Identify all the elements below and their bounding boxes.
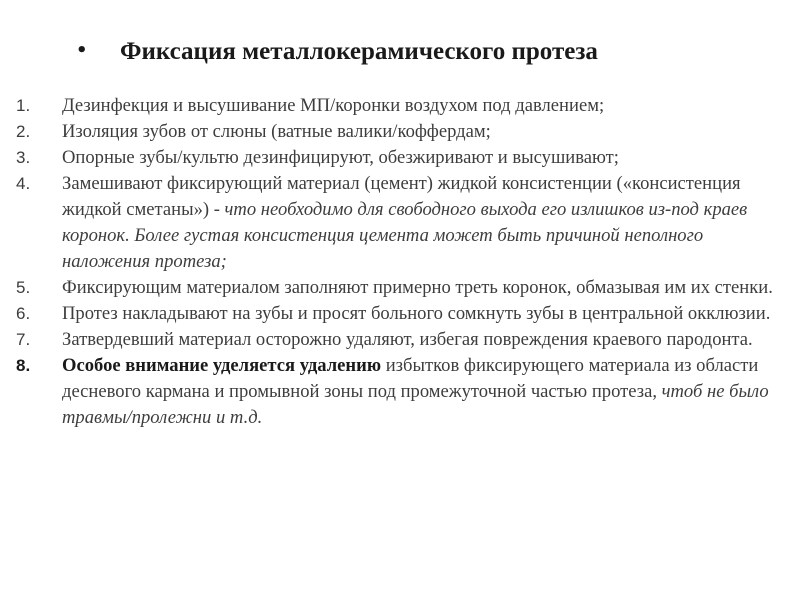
slide-title-row: [76, 38, 598, 66]
step-number: 2.: [16, 122, 31, 141]
step-text: избытков фиксирующего материала из области десневого кармана и промывной зоны под промежуточной частью протеза,: [62, 355, 759, 402]
step-number: 3.: [16, 148, 31, 167]
list-item: [16, 119, 791, 145]
step-number: 5.: [16, 278, 31, 297]
step-text: Протез накладывают на зубы и просят больного сомкнуть зубы в центральной окклюзии.: [62, 303, 771, 324]
step-text: Опорные зубы/культю дезинфицируют, обезжиривают и высушивают;: [62, 147, 619, 168]
step-number: 1.: [16, 96, 31, 115]
list-item: [16, 171, 791, 275]
slide-title: Фиксация металлокерамического протеза: [120, 38, 598, 65]
list-item: [16, 301, 791, 327]
title-bullet: •: [76, 40, 88, 61]
list-item: [16, 275, 791, 301]
step-bold-lead: Особое внимание уделяется удалению: [62, 355, 382, 376]
step-text: Затвердевший материал осторожно удаляют, избегая повреждения краевого пародонта.: [62, 329, 753, 350]
list-item: [16, 145, 791, 171]
step-text: Дезинфекция и высушивание МП/коронки воздухом под давлением;: [62, 95, 605, 116]
step-number: 7.: [16, 330, 31, 349]
step-italic-note: чтоб не было травмы/пролежни и т.д.: [62, 381, 769, 428]
step-number: 6.: [16, 304, 31, 323]
step-text: Изоляция зубов от слюны (ватные валики/коффердам;: [62, 121, 491, 142]
step-text: Фиксирующим материалом заполняют примерно треть коронок, обмазывая им их стенки.: [62, 277, 773, 298]
step-text: Замешивают фиксирующий материал (цемент) жидкой консистенции («консистенция жидкой сметаны») -: [62, 173, 741, 220]
step-italic-note: что необходимо для свободного выхода его излишков из-под краев коронок. Более густая консистенция цемента может быть причиной неполного наложения протеза;: [62, 199, 748, 272]
step-number: 8.: [16, 356, 31, 375]
steps-list: [16, 93, 791, 431]
list-item: [16, 353, 791, 431]
step-number: 4.: [16, 174, 31, 193]
list-item: [16, 93, 791, 119]
list-item: [16, 327, 791, 353]
